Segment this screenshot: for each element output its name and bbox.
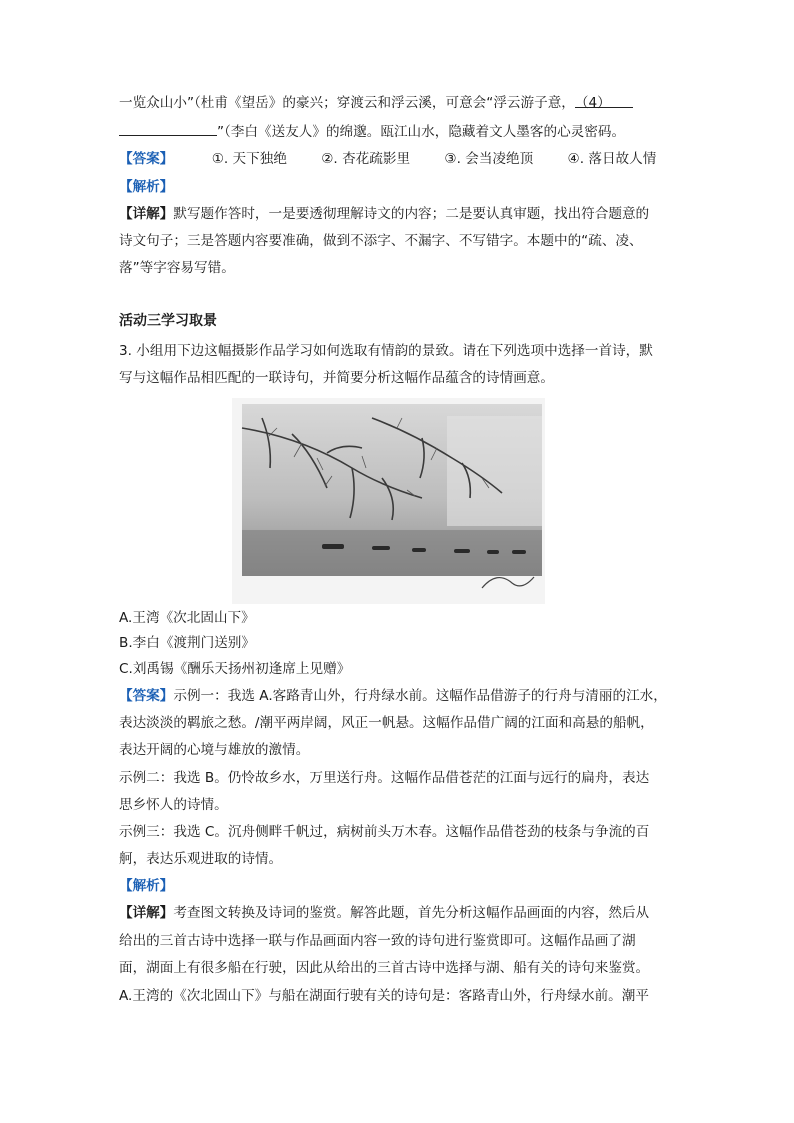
text-segment: 考查图文转换及诗词的鉴赏。解答此题，首先分析这幅作品画面的内容，然后从 [173, 905, 650, 921]
analysis-label-row [119, 177, 173, 197]
option-b: B.李白《渡荆门送别》 [119, 635, 255, 651]
analysis-line: 面，湖面上有很多船在行驶，因此从给出的三首古诗中选择与湖、船有关的诗句来鉴赏。 [119, 960, 650, 976]
text-segment: 默写题作答时，一是要透彻理解诗文的内容；二是要认真审题，找出符合题意的 [173, 206, 650, 222]
text-segment: ”（李白《送友人》的绵邈。瓯江山水，隐藏着文人墨客的心灵密码。 [217, 124, 626, 140]
analysis-label: 【解析】 [119, 878, 174, 894]
answer-item: ④. 落日故人情 [567, 151, 657, 167]
answer-item: ①. 天下独绝 [211, 151, 287, 167]
answer-label: 【答案】 [119, 688, 174, 704]
analysis-line: 诗文句子；三是答题内容要准确，做到不添字、不漏字、不写错字。本题中的“疏、凌、 [119, 233, 643, 249]
analysis-line: A.王湾的《次北固山下》与船在湖面行驶有关的诗句是：客路青山外，行舟绿水前。潮平 [119, 988, 649, 1004]
fill-blank [119, 121, 217, 136]
photograph [232, 398, 545, 604]
text-segment: 一览众山小”（杜甫《望岳》的豪兴；穿渡云和浮云溪，可意会“浮云游子意， [119, 95, 575, 111]
question-line: 写与这幅作品相匹配的一联诗句，并简要分析这幅作品蕴含的诗情画意。 [119, 370, 554, 386]
option-a: A.王湾《次北固山下》 [119, 610, 255, 626]
answer-row [119, 149, 656, 169]
answer-line [119, 686, 667, 706]
answer-line: 舸，表达乐观进取的诗情。 [119, 851, 283, 867]
question-line: 3. 小组用下边这幅摄影作品学习如何选取有情韵的景致。请在下列选项中选择一首诗，默 [119, 343, 653, 359]
analysis-line [119, 903, 649, 923]
answer-line: 思乡怀人的诗情。 [119, 797, 228, 813]
answer-line: 示例二：我选 B。仍怜故乡水，万里送行舟。这幅作品借苍茫的江面与远行的扁舟，表达 [119, 770, 650, 786]
analysis-label: 【解析】 [119, 179, 174, 195]
analysis-line: 给出的三首古诗中选择一联与作品画面内容一致的诗句进行鉴赏即可。这幅作品画了湖 [119, 933, 636, 949]
answer-label: 【答案】 [119, 151, 174, 167]
text-segment: 示例一：我选 A.客路青山外，行舟绿水前。这幅作品借游子的行舟与清丽的江水， [173, 688, 667, 704]
paragraph-line [119, 121, 625, 142]
answer-line: 表达淡淡的羁旅之愁。/潮平两岸阔，风正一帆悬。这幅作品借广阔的江面和高悬的船帆， [119, 715, 654, 731]
blank-number: （4） [574, 95, 611, 111]
detail-label: 【详解】 [119, 905, 174, 921]
paragraph-line [119, 93, 633, 113]
analysis-label-row [119, 876, 173, 896]
fill-blank [574, 93, 633, 111]
section-heading: 活动三学习取景 [119, 313, 217, 329]
answer-item: ③. 会当凌绝顶 [444, 151, 534, 167]
option-c: C.刘禹锡《酬乐天扬州初逢席上见赠》 [119, 661, 351, 677]
answer-item: ②. 杏花疏影里 [321, 151, 411, 167]
answer-line: 表达开阔的心境与雄放的激情。 [119, 742, 310, 758]
analysis-line: 落”等字容易写错。 [119, 260, 235, 276]
detail-label: 【详解】 [119, 206, 174, 222]
analysis-line [119, 204, 649, 224]
answer-line: 示例三：我选 C。沉舟侧畔千帆过，病树前头万木春。这幅作品借苍劲的枝条与争流的百 [119, 824, 650, 840]
